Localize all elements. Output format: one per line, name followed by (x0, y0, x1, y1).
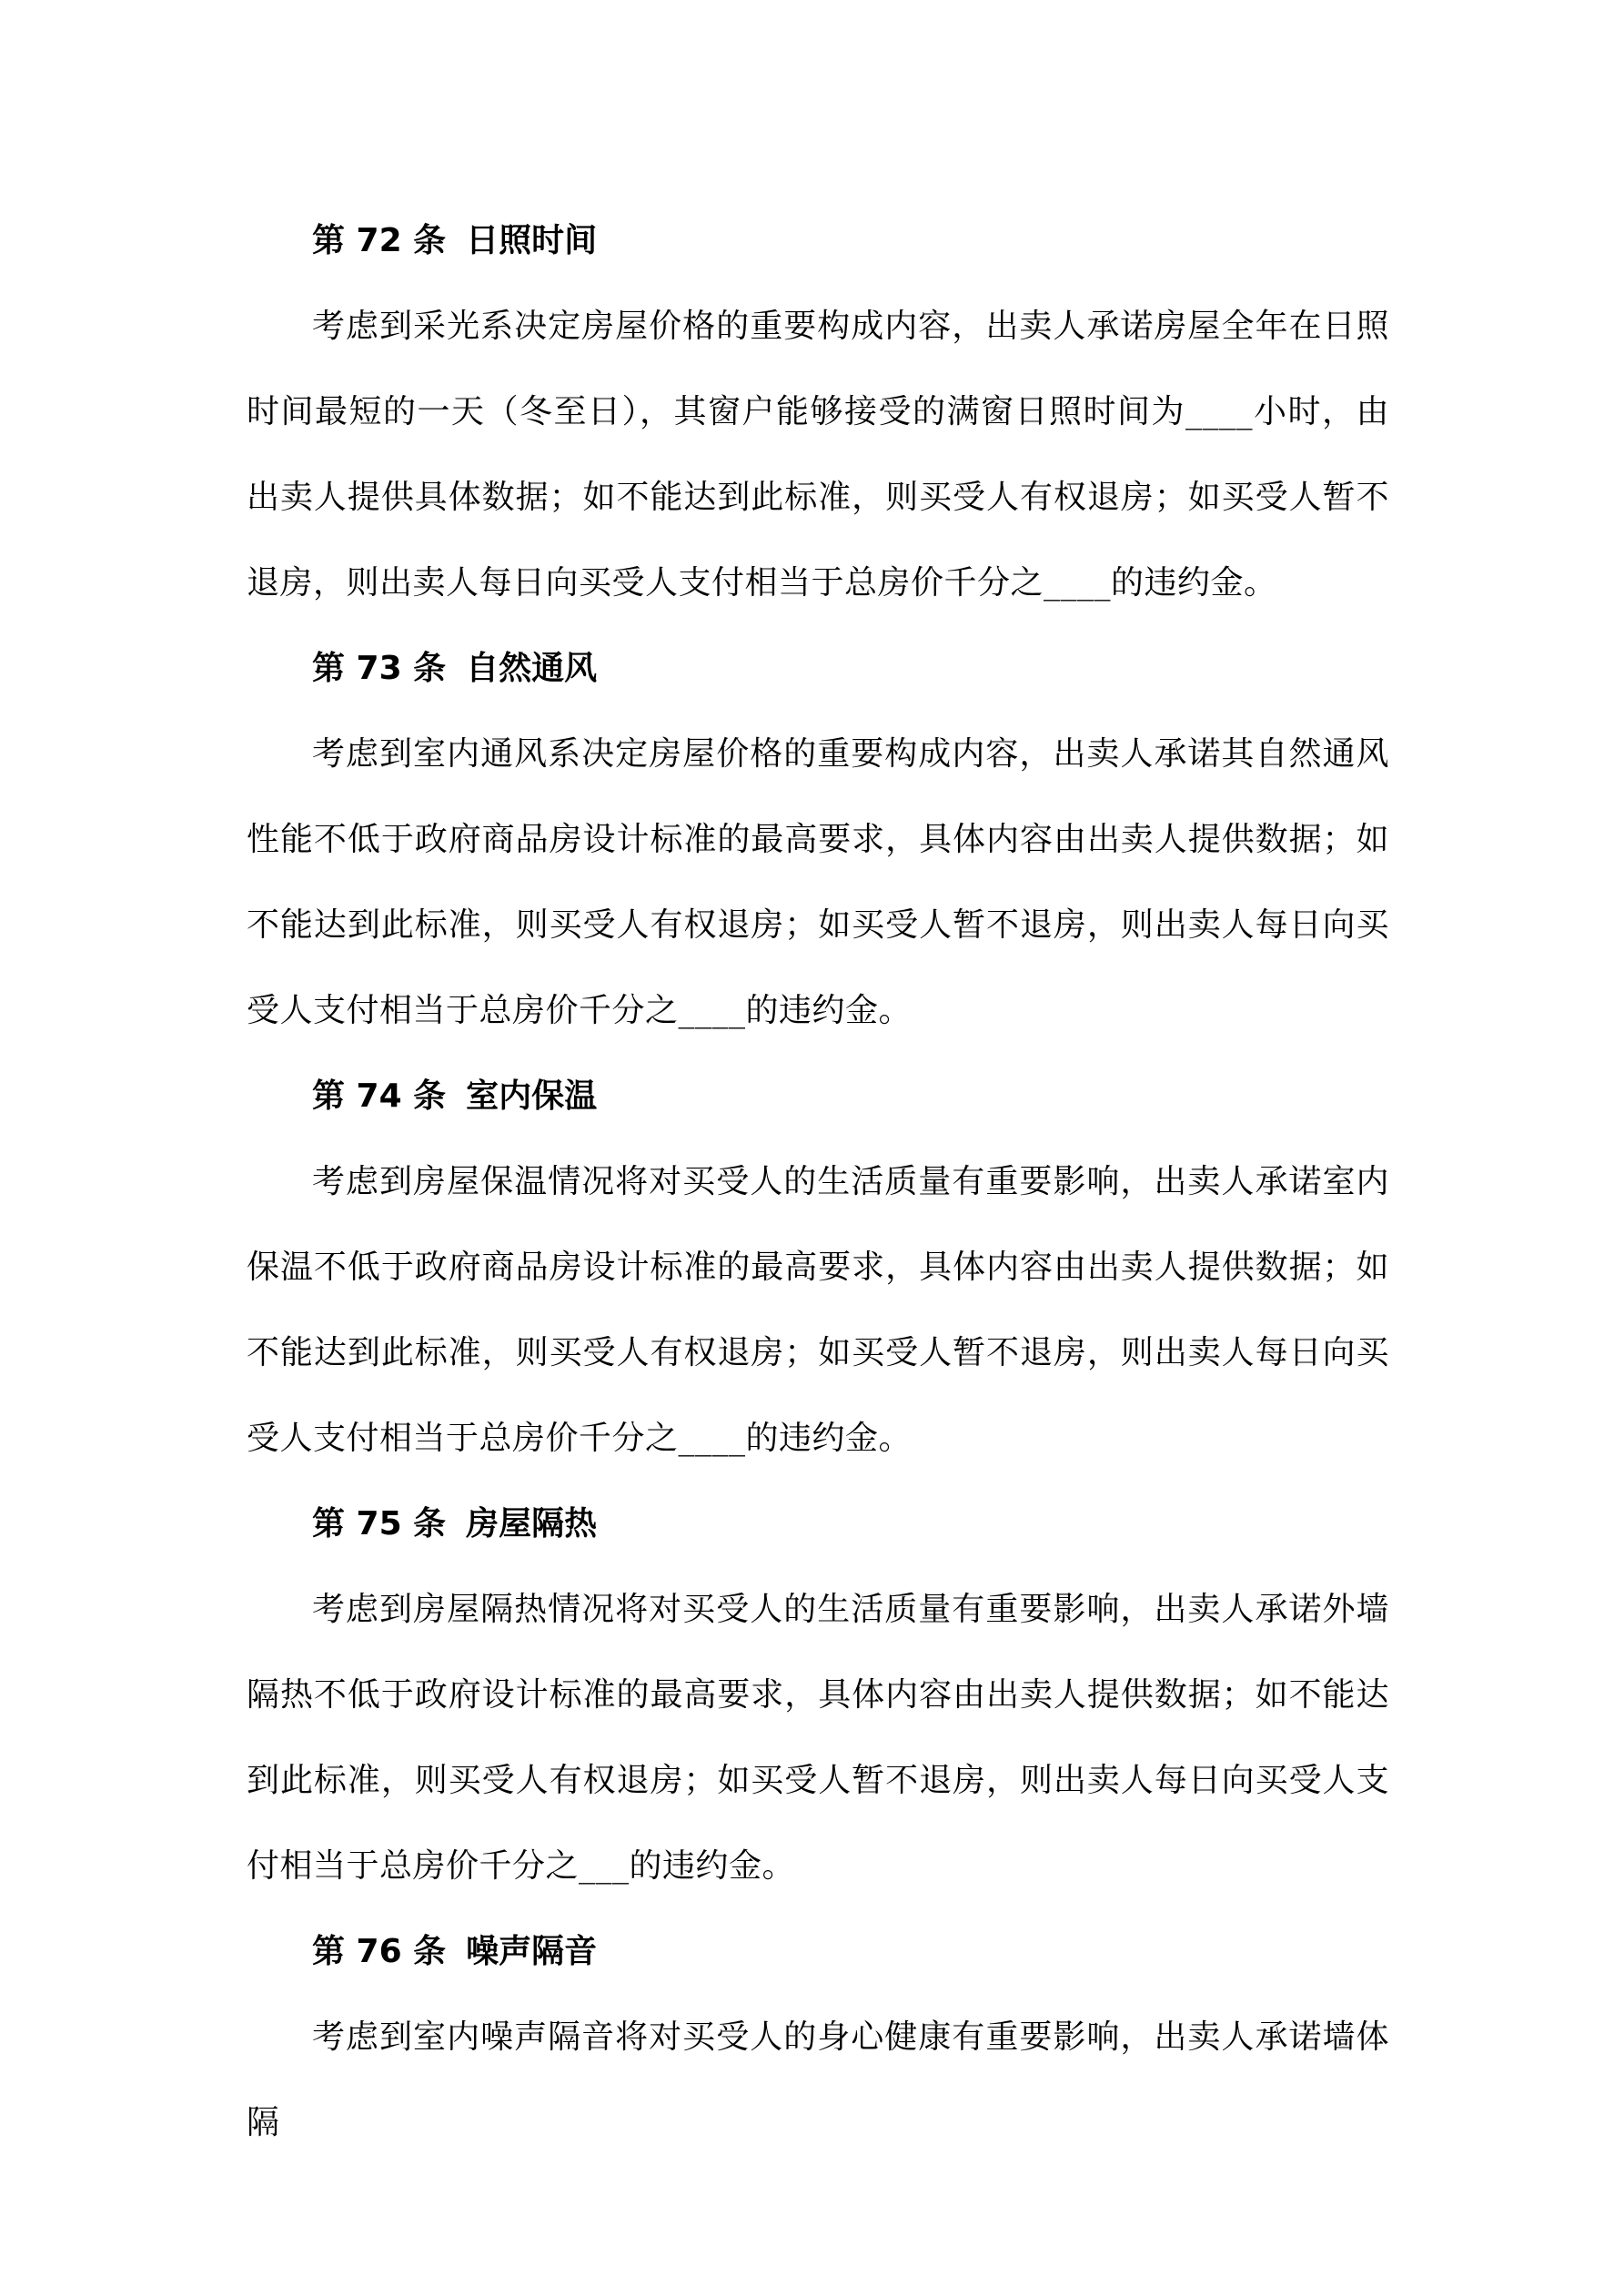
article-body: 考虑到室内通风系决定房屋价格的重要构成内容，出卖人承诺其自然通风性能不低于政府商品房设计标准的最高要求，具体内容由出卖人提供数据；如不能达到此标准，则买受人有权退房；如买受人暂不退房，则出卖人每日向买受人支付相当于总房价千分之____的违约金。 (247, 735, 1389, 1029)
article-body: 考虑到房屋隔热情况将对买受人的生活质量有重要影响，出卖人承诺外墙隔热不低于政府设计标准的最高要求，具体内容由出卖人提供数据；如不能达到此标准，则买受人有权退房；如买受人暂不退房，则出卖人每日向买受人支付相当于总房价千分之___的违约金。 (247, 1591, 1389, 1885)
article-number: 第 75 条 (312, 1505, 447, 1542)
article-number: 第 76 条 (312, 1933, 447, 1970)
article-title: 自然通风 (466, 650, 598, 687)
article-heading (312, 626, 1389, 712)
document-body (247, 198, 1389, 2166)
article-heading (312, 1054, 1389, 1139)
article-73 (247, 626, 1389, 1054)
article-title: 日照时间 (466, 222, 598, 259)
article-body: 考虑到采光系决定房屋价格的重要构成内容，出卖人承诺房屋全年在日照时间最短的一天（冬至日），其窗户能够接受的满窗日照时间为____小时，由出卖人提供具体数据；如不能达到此标准，则买受人有权退房；如买受人暂不退房，则出卖人每日向买受人支付相当于总房价千分之____的违约金。 (247, 308, 1389, 602)
article-title: 噪声隔音 (466, 1933, 598, 1970)
article-body: 考虑到房屋保温情况将对买受人的生活质量有重要影响，出卖人承诺室内保温不低于政府商品房设计标准的最高要求，具体内容由出卖人提供数据；如不能达到此标准，则买受人有权退房；如买受人暂不退房，则出卖人每日向买受人支付相当于总房价千分之____的违约金。 (247, 1163, 1389, 1457)
article-heading (312, 1482, 1389, 1567)
article-number: 第 74 条 (312, 1077, 447, 1115)
article-74 (247, 1054, 1389, 1482)
article-body: 考虑到室内噪声隔音将对买受人的身心健康有重要影响，出卖人承诺墙体隔 (247, 2018, 1389, 2141)
article-72 (247, 198, 1389, 626)
article-heading (312, 1909, 1389, 1995)
article-number: 第 73 条 (312, 650, 447, 687)
article-number: 第 72 条 (312, 222, 447, 259)
article-75 (247, 1482, 1389, 1909)
article-76 (247, 1909, 1389, 2166)
article-title: 室内保温 (466, 1077, 598, 1115)
article-title: 房屋隔热 (466, 1505, 598, 1542)
article-heading (312, 198, 1389, 284)
